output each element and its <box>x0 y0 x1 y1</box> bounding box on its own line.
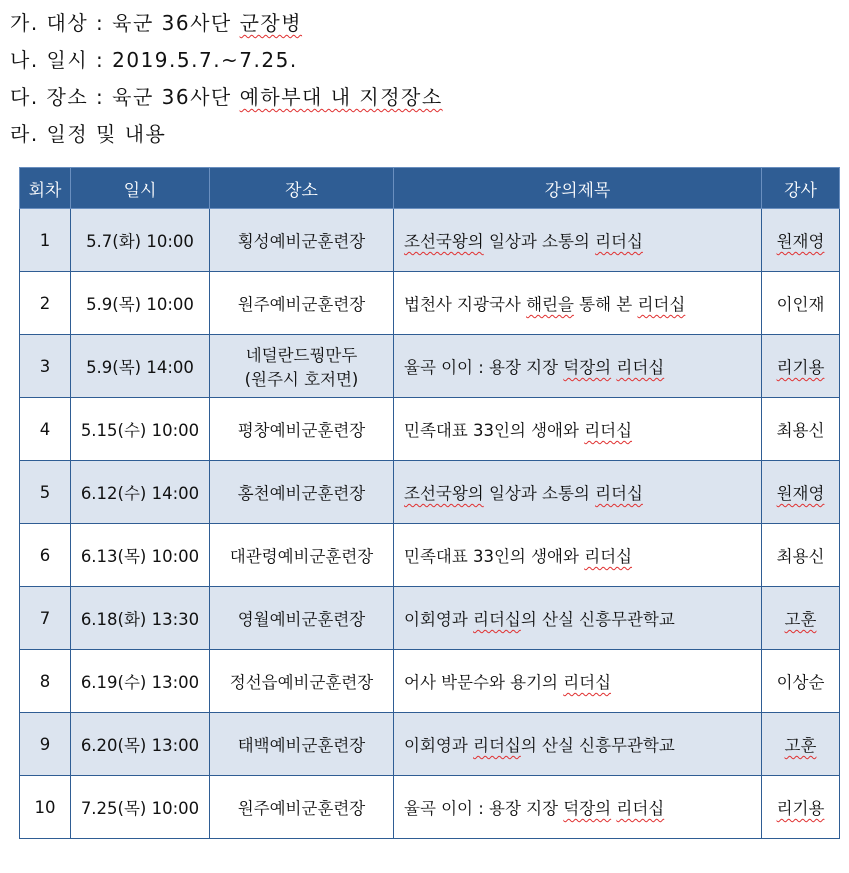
intro-line-place <box>10 80 443 117</box>
cell-lecturer: 이상순 <box>762 650 840 713</box>
cell-title: 어사 박문수와 용기의 리더십 <box>394 650 762 713</box>
cell-place: 정선읍예비군훈련장 <box>210 650 394 713</box>
header-lecturer: 강사 <box>762 168 840 209</box>
cell-title: 민족대표 33인의 생애와 리더십 <box>394 398 762 461</box>
cell-lecturer: 고훈 <box>762 713 840 776</box>
table-row <box>20 587 840 650</box>
cell-datetime: 6.19(수) 13:00 <box>71 650 210 713</box>
cell-title: 이회영과 리더십의 산실 신흥무관학교 <box>394 713 762 776</box>
cell-lecturer: 리기용 <box>762 776 840 839</box>
cell-datetime: 6.12(수) 14:00 <box>71 461 210 524</box>
intro-date-text: 나. 일시 : 2019.5.7.~7.25. <box>10 48 298 72</box>
cell-place: 평창예비군훈련장 <box>210 398 394 461</box>
table-row <box>20 650 840 713</box>
cell-datetime: 6.13(목) 10:00 <box>71 524 210 587</box>
cell-datetime: 6.20(목) 13:00 <box>71 713 210 776</box>
table-body <box>20 209 840 839</box>
intro-line-schedule <box>10 117 443 154</box>
cell-title: 조선국왕의 일상과 소통의 리더십 <box>394 209 762 272</box>
table-row <box>20 398 840 461</box>
cell-title: 법천사 지광국사 해린을 통해 본 리더십 <box>394 272 762 335</box>
intro-section <box>10 6 443 154</box>
table-row <box>20 209 840 272</box>
cell-no: 7 <box>20 587 71 650</box>
cell-lecturer: 원재영 <box>762 461 840 524</box>
cell-no: 1 <box>20 209 71 272</box>
table-row <box>20 272 840 335</box>
intro-place-text: 다. 장소 : 육군 36사단 <box>10 85 240 109</box>
cell-lecturer: 이인재 <box>762 272 840 335</box>
cell-datetime: 7.25(목) 10:00 <box>71 776 210 839</box>
schedule-table <box>19 167 840 839</box>
cell-lecturer: 최용신 <box>762 524 840 587</box>
cell-lecturer: 고훈 <box>762 587 840 650</box>
cell-place: 영월예비군훈련장 <box>210 587 394 650</box>
cell-datetime: 5.15(수) 10:00 <box>71 398 210 461</box>
intro-line-target <box>10 6 443 43</box>
intro-schedule-text: 라. 일정 및 내용 <box>10 122 167 146</box>
table-row <box>20 713 840 776</box>
cell-title: 율곡 이이 : 용장 지장 덕장의 리더십 <box>394 335 762 398</box>
header-datetime: 일시 <box>71 168 210 209</box>
cell-datetime: 5.7(화) 10:00 <box>71 209 210 272</box>
cell-no: 10 <box>20 776 71 839</box>
cell-title: 율곡 이이 : 용장 지장 덕장의 리더십 <box>394 776 762 839</box>
table-header-row <box>20 168 840 209</box>
cell-no: 3 <box>20 335 71 398</box>
cell-datetime: 5.9(목) 14:00 <box>71 335 210 398</box>
cell-no: 5 <box>20 461 71 524</box>
cell-place: 원주예비군훈련장 <box>210 776 394 839</box>
cell-lecturer: 리기용 <box>762 335 840 398</box>
cell-datetime: 5.9(목) 10:00 <box>71 272 210 335</box>
intro-target-tail: 군장병 <box>239 11 303 35</box>
cell-title: 이회영과 리더십의 산실 신흥무관학교 <box>394 587 762 650</box>
intro-target-text: 가. 대상 : 육군 36사단 <box>10 11 240 35</box>
intro-place-tail: 예하부대 내 지정장소 <box>239 85 443 109</box>
cell-no: 8 <box>20 650 71 713</box>
cell-title: 민족대표 33인의 생애와 리더십 <box>394 524 762 587</box>
cell-place: 네덜란드꿩만두 (원주시 호저면) <box>210 335 394 398</box>
cell-place: 원주예비군훈련장 <box>210 272 394 335</box>
table-row <box>20 461 840 524</box>
header-place: 장소 <box>210 168 394 209</box>
table-row <box>20 776 840 839</box>
header-title: 강의제목 <box>394 168 762 209</box>
cell-lecturer: 원재영 <box>762 209 840 272</box>
cell-place: 홍천예비군훈련장 <box>210 461 394 524</box>
cell-no: 2 <box>20 272 71 335</box>
cell-no: 6 <box>20 524 71 587</box>
cell-no: 4 <box>20 398 71 461</box>
cell-datetime: 6.18(화) 13:30 <box>71 587 210 650</box>
intro-line-date <box>10 43 443 80</box>
header-round: 회차 <box>20 168 71 209</box>
cell-lecturer: 최용신 <box>762 398 840 461</box>
table-row <box>20 335 840 398</box>
cell-place: 태백예비군훈련장 <box>210 713 394 776</box>
cell-title: 조선국왕의 일상과 소통의 리더십 <box>394 461 762 524</box>
cell-no: 9 <box>20 713 71 776</box>
table-row <box>20 524 840 587</box>
cell-place: 대관령예비군훈련장 <box>210 524 394 587</box>
cell-place: 횡성예비군훈련장 <box>210 209 394 272</box>
